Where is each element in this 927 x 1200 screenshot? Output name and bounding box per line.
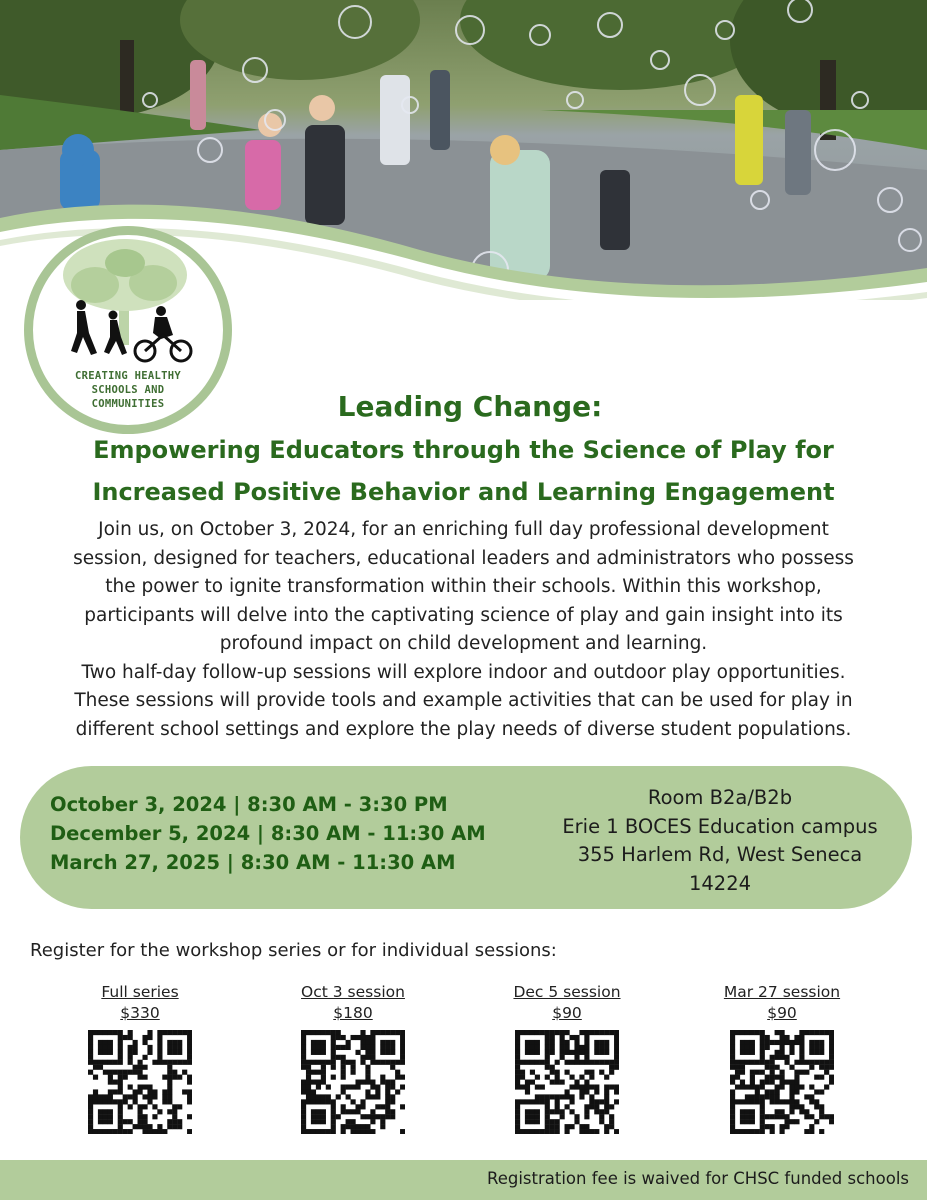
option-price[interactable]: $90 <box>552 1004 582 1022</box>
logo-line: COMMUNITIES <box>91 398 165 410</box>
qr-code-icon[interactable] <box>301 1030 405 1134</box>
logo-line: CREATING HEALTHY <box>75 370 181 382</box>
session-date: December 5, 2024 | 8:30 AM - 11:30 AM <box>50 822 486 845</box>
title-line-2: Empowering Educators through the Science of Play for <box>93 436 834 464</box>
register-option-dec-5[interactable] <box>472 982 662 1134</box>
option-label[interactable]: Mar 27 session <box>723 983 841 1001</box>
title-line-3: Increased Positive Behavior and Learning Engagement <box>92 478 835 506</box>
intro-line: participants will delve into the captivating science of play and gain insight into its <box>84 604 843 626</box>
intro-line: profound impact on child development and learning. <box>219 633 708 654</box>
qr-code-icon[interactable] <box>88 1030 192 1134</box>
venue-line: Erie 1 BOCES Education campus <box>562 814 878 838</box>
session-dates <box>50 790 530 877</box>
register-option-full-series[interactable] <box>45 982 235 1134</box>
session-date: October 3, 2024 | 8:30 AM - 3:30 PM <box>50 793 448 816</box>
option-label[interactable]: Full series <box>101 983 179 1001</box>
venue-line: 355 Harlem Rd, West Seneca <box>577 843 863 866</box>
register-prompt: Register for the workshop series or for individual sessions: <box>30 940 557 961</box>
venue-address <box>536 784 904 898</box>
option-price[interactable]: $330 <box>120 1004 160 1022</box>
intro-line: the power to ignite transformation within their schools. Within this workshop, <box>105 576 822 597</box>
title-line-1: Leading Change: <box>337 390 603 423</box>
register-option-oct-3[interactable] <box>258 982 448 1134</box>
option-price[interactable]: $90 <box>767 1004 797 1022</box>
intro-line: Two half-day follow-up sessions will explore indoor and outdoor play opportunities. <box>81 661 846 683</box>
intro-line: Join us, on October 3, 2024, for an enriching full day professional development <box>98 519 829 540</box>
intro-line: session, designed for teachers, educational leaders and administrators who possess <box>73 547 854 569</box>
intro-line: different school settings and explore the play needs of diverse student populations. <box>75 718 852 740</box>
footer-note: Registration fee is waived for CHSC funded schools <box>486 1169 909 1188</box>
qr-code-icon[interactable] <box>515 1030 619 1134</box>
logo-line: SCHOOLS AND <box>91 384 165 396</box>
venue-line: 14224 <box>688 871 752 895</box>
session-date: March 27, 2025 | 8:30 AM - 11:30 AM <box>50 851 456 874</box>
footer-bar <box>0 1160 927 1200</box>
option-label[interactable]: Dec 5 session <box>513 983 621 1001</box>
session-info-pill <box>20 766 912 909</box>
option-label[interactable]: Oct 3 session <box>301 983 405 1001</box>
qr-code-icon[interactable] <box>730 1030 834 1134</box>
option-price[interactable]: $180 <box>333 1004 373 1022</box>
intro-line: These sessions will provide tools and example activities that can be used for play in <box>74 690 853 711</box>
register-option-mar-27[interactable] <box>687 982 877 1134</box>
intro-text <box>20 516 907 744</box>
venue-line: Room B2a/B2b <box>647 786 793 809</box>
